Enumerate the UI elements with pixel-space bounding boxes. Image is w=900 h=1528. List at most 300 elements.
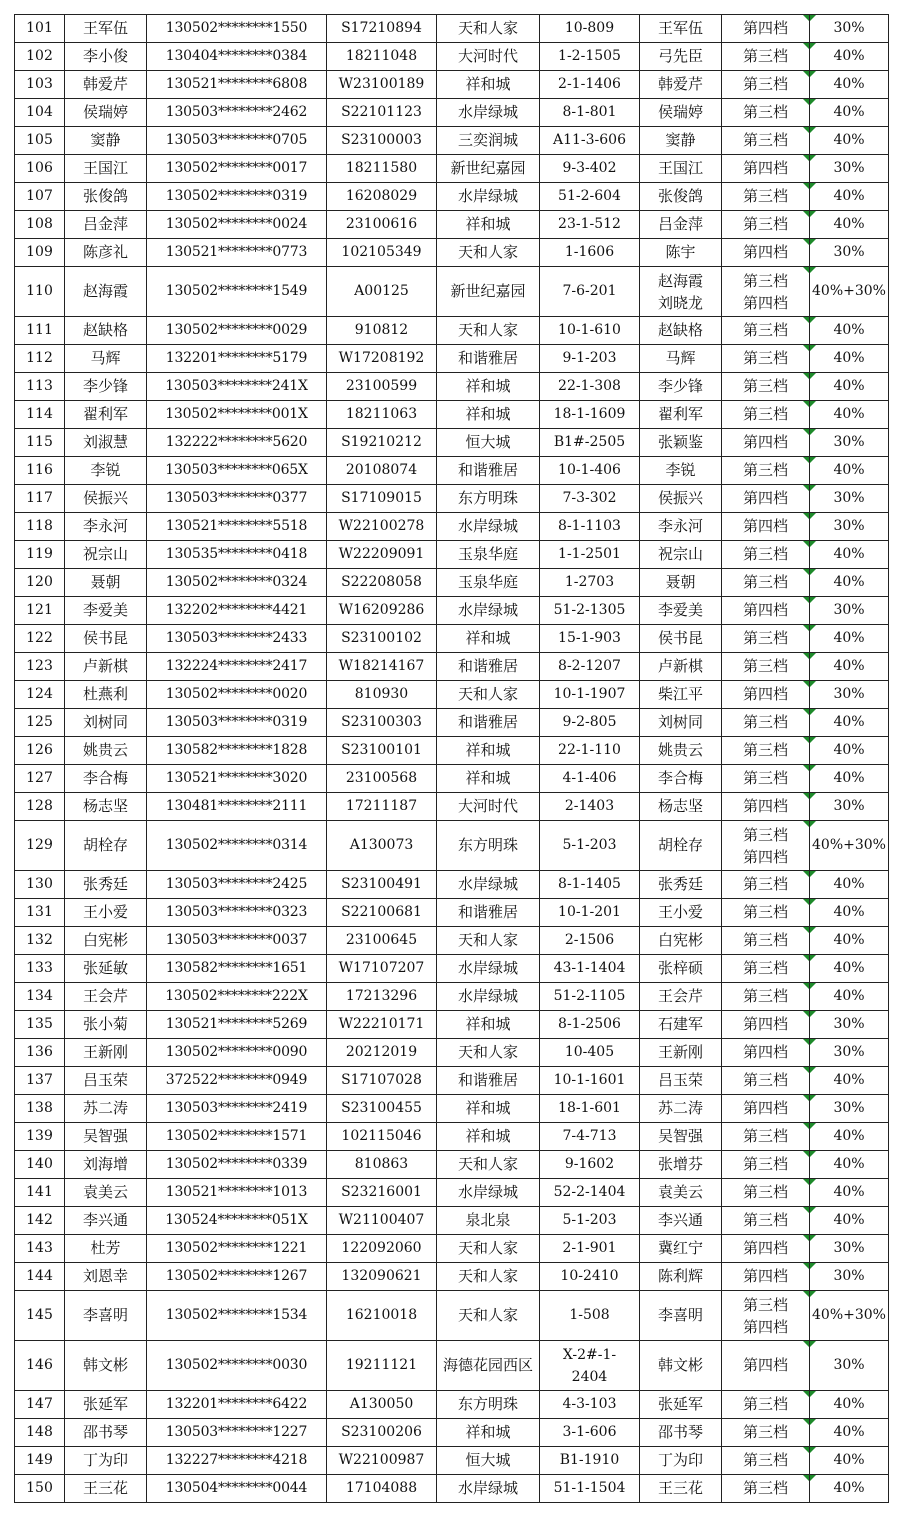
unit-number-cell: 1-1606	[540, 239, 640, 267]
id-number-cell: 130524********051X	[147, 1207, 327, 1235]
id-number-cell: 130521********0773	[147, 239, 327, 267]
contract-code-cell: S23100101	[327, 737, 437, 765]
tier-cell: 第四档	[722, 1095, 810, 1123]
tier-cell: 第三档	[722, 1419, 810, 1447]
table-row	[15, 737, 889, 765]
row-number-cell: 114	[15, 401, 65, 429]
row-number-cell: 145	[15, 1291, 65, 1341]
tier-cell: 第三档	[722, 373, 810, 401]
table-row	[15, 1151, 889, 1179]
unit-number-cell: 8-1-2506	[540, 1011, 640, 1039]
owner-name-cell: 韩爱芹	[640, 71, 722, 99]
applicant-name-cell: 杨志坚	[65, 793, 147, 821]
contract-code-cell: 810930	[327, 681, 437, 709]
owner-name-cell: 陈宇	[640, 239, 722, 267]
id-number-cell: 130502********1571	[147, 1123, 327, 1151]
id-number-cell: 132222********5620	[147, 429, 327, 457]
table-row	[15, 625, 889, 653]
community-cell: 三奕润城	[437, 127, 540, 155]
percentage-cell: 40%	[810, 1447, 889, 1475]
tier-cell: 第四档	[722, 155, 810, 183]
contract-code-cell: S23100102	[327, 625, 437, 653]
table-row	[15, 1419, 889, 1447]
community-cell: 水岸绿城	[437, 983, 540, 1011]
tier-cell: 第四档	[722, 485, 810, 513]
table-row	[15, 1235, 889, 1263]
applicant-name-cell: 侯振兴	[65, 485, 147, 513]
community-cell: 祥和城	[437, 71, 540, 99]
unit-number-cell: 9-1-203	[540, 345, 640, 373]
unit-number-cell: 22-1-308	[540, 373, 640, 401]
percentage-cell: 40%	[810, 1419, 889, 1447]
table-row	[15, 239, 889, 267]
community-cell: 大河时代	[437, 793, 540, 821]
unit-number-cell: 23-1-512	[540, 211, 640, 239]
tier-cell: 第三档	[722, 899, 810, 927]
applicant-name-cell: 李少锋	[65, 373, 147, 401]
row-number-cell: 103	[15, 71, 65, 99]
tier-cell: 第四档	[722, 1341, 810, 1391]
contract-code-cell: S23100455	[327, 1095, 437, 1123]
table-row	[15, 1207, 889, 1235]
id-number-cell: 130502********0017	[147, 155, 327, 183]
tier-cell: 第三档	[722, 401, 810, 429]
contract-code-cell: W21100407	[327, 1207, 437, 1235]
applicant-name-cell: 李喜明	[65, 1291, 147, 1341]
id-number-cell: 130503********0037	[147, 927, 327, 955]
owner-name-cell: 王新刚	[640, 1039, 722, 1067]
id-number-cell: 130503********0705	[147, 127, 327, 155]
unit-number-cell: 8-1-801	[540, 99, 640, 127]
row-number-cell: 111	[15, 317, 65, 345]
tier-cell: 第三档	[722, 569, 810, 597]
id-number-cell: 130521********1013	[147, 1179, 327, 1207]
applicant-name-cell: 邵书琴	[65, 1419, 147, 1447]
row-number-cell: 109	[15, 239, 65, 267]
tier-cell: 第四档	[722, 1235, 810, 1263]
table-row	[15, 871, 889, 899]
applicant-name-cell: 卢新棋	[65, 653, 147, 681]
id-number-cell: 130502********001X	[147, 401, 327, 429]
id-number-cell: 130502********0024	[147, 211, 327, 239]
percentage-cell: 40%	[810, 983, 889, 1011]
tier-cell: 第三档	[722, 871, 810, 899]
owner-name-cell: 张秀廷	[640, 871, 722, 899]
table-row	[15, 597, 889, 625]
tier-cell: 第三档	[722, 1475, 810, 1503]
row-number-cell: 119	[15, 541, 65, 569]
tier-cell: 第四档	[722, 681, 810, 709]
row-number-cell: 120	[15, 569, 65, 597]
community-cell: 祥和城	[437, 1419, 540, 1447]
community-cell: 祥和城	[437, 625, 540, 653]
percentage-cell: 40%	[810, 1475, 889, 1503]
percentage-cell: 40%	[810, 765, 889, 793]
row-number-cell: 128	[15, 793, 65, 821]
owner-name-cell: 石建军	[640, 1011, 722, 1039]
contract-code-cell: 19211121	[327, 1341, 437, 1391]
table-row	[15, 15, 889, 43]
row-number-cell: 133	[15, 955, 65, 983]
percentage-cell: 40%	[810, 871, 889, 899]
tier-cell: 第四档	[722, 15, 810, 43]
tier-cell: 第四档	[722, 513, 810, 541]
community-cell: 水岸绿城	[437, 1179, 540, 1207]
row-number-cell: 135	[15, 1011, 65, 1039]
community-cell: 玉泉华庭	[437, 541, 540, 569]
percentage-cell: 30%	[810, 597, 889, 625]
owner-name-cell: 韩文彬	[640, 1341, 722, 1391]
community-cell: 东方明珠	[437, 485, 540, 513]
owner-name-cell: 吕金萍	[640, 211, 722, 239]
owner-name-cell: 杨志坚	[640, 793, 722, 821]
tier-cell: 第四档	[722, 1011, 810, 1039]
owner-name-cell: 侯振兴	[640, 485, 722, 513]
id-number-cell: 130521********5269	[147, 1011, 327, 1039]
id-number-cell: 130502********0020	[147, 681, 327, 709]
percentage-cell: 40%	[810, 1123, 889, 1151]
community-cell: 恒大城	[437, 429, 540, 457]
table-row	[15, 401, 889, 429]
applicant-name-cell: 侯书昆	[65, 625, 147, 653]
row-number-cell: 125	[15, 709, 65, 737]
id-number-cell: 130503********0377	[147, 485, 327, 513]
contract-code-cell: S23100303	[327, 709, 437, 737]
row-number-cell: 127	[15, 765, 65, 793]
percentage-cell: 40%	[810, 345, 889, 373]
owner-name-cell: 冀红宁	[640, 1235, 722, 1263]
unit-number-cell: 5-1-203	[540, 821, 640, 871]
percentage-cell: 40%+30%	[810, 821, 889, 871]
unit-number-cell: 18-1-601	[540, 1095, 640, 1123]
percentage-cell: 40%	[810, 1391, 889, 1419]
row-number-cell: 106	[15, 155, 65, 183]
row-number-cell: 104	[15, 99, 65, 127]
id-number-cell: 132227********4218	[147, 1447, 327, 1475]
community-cell: 玉泉华庭	[437, 569, 540, 597]
tier-cell: 第三档	[722, 1179, 810, 1207]
row-number-cell: 113	[15, 373, 65, 401]
community-cell: 天和人家	[437, 239, 540, 267]
table-body	[15, 15, 889, 1503]
percentage-cell: 40%	[810, 373, 889, 401]
applicant-name-cell: 苏二涛	[65, 1095, 147, 1123]
unit-number-cell: 7-4-713	[540, 1123, 640, 1151]
table-row	[15, 1039, 889, 1067]
contract-code-cell: 23100645	[327, 927, 437, 955]
row-number-cell: 123	[15, 653, 65, 681]
applicant-name-cell: 韩爱芹	[65, 71, 147, 99]
community-cell: 东方明珠	[437, 821, 540, 871]
unit-number-cell: 7-6-201	[540, 267, 640, 317]
applicant-name-cell: 王新刚	[65, 1039, 147, 1067]
community-cell: 天和人家	[437, 1235, 540, 1263]
community-cell: 天和人家	[437, 1151, 540, 1179]
contract-code-cell: W16209286	[327, 597, 437, 625]
applicant-name-cell: 白宪彬	[65, 927, 147, 955]
id-number-cell: 130502********1549	[147, 267, 327, 317]
percentage-cell: 30%	[810, 15, 889, 43]
id-number-cell: 130503********065X	[147, 457, 327, 485]
row-number-cell: 124	[15, 681, 65, 709]
owner-name-cell: 祝宗山	[640, 541, 722, 569]
community-cell: 天和人家	[437, 317, 540, 345]
table-row	[15, 653, 889, 681]
table-row	[15, 211, 889, 239]
row-number-cell: 118	[15, 513, 65, 541]
contract-code-cell: 18211063	[327, 401, 437, 429]
contract-code-cell: S17109015	[327, 485, 437, 513]
contract-code-cell: 122092060	[327, 1235, 437, 1263]
tier-cell: 第三档	[722, 927, 810, 955]
row-number-cell: 115	[15, 429, 65, 457]
unit-number-cell: 9-1602	[540, 1151, 640, 1179]
applicant-name-cell: 翟利军	[65, 401, 147, 429]
contract-code-cell: A130050	[327, 1391, 437, 1419]
contract-code-cell: S17107028	[327, 1067, 437, 1095]
applicant-name-cell: 张延军	[65, 1391, 147, 1419]
row-number-cell: 105	[15, 127, 65, 155]
unit-number-cell: 2-1-1406	[540, 71, 640, 99]
tier-cell: 第三档 第四档	[722, 821, 810, 871]
owner-name-cell: 丁为印	[640, 1447, 722, 1475]
table-row	[15, 317, 889, 345]
unit-number-cell: 2-1-901	[540, 1235, 640, 1263]
contract-code-cell: 16210018	[327, 1291, 437, 1341]
community-cell: 泉北泉	[437, 1207, 540, 1235]
id-number-cell: 130504********0044	[147, 1475, 327, 1503]
unit-number-cell: 10-1-610	[540, 317, 640, 345]
owner-name-cell: 李锐	[640, 457, 722, 485]
unit-number-cell: 8-1-1405	[540, 871, 640, 899]
table-row	[15, 1067, 889, 1095]
contract-code-cell: W22209091	[327, 541, 437, 569]
owner-name-cell: 王三花	[640, 1475, 722, 1503]
contract-code-cell: 23100616	[327, 211, 437, 239]
owner-name-cell: 赵缺格	[640, 317, 722, 345]
id-number-cell: 130503********0323	[147, 899, 327, 927]
row-number-cell: 131	[15, 899, 65, 927]
applicant-name-cell: 李小俊	[65, 43, 147, 71]
table-row	[15, 183, 889, 211]
community-cell: 天和人家	[437, 681, 540, 709]
applicant-name-cell: 丁为印	[65, 1447, 147, 1475]
community-cell: 和谐雅居	[437, 1067, 540, 1095]
applicant-name-cell: 马辉	[65, 345, 147, 373]
percentage-cell: 30%	[810, 1011, 889, 1039]
contract-code-cell: W17107207	[327, 955, 437, 983]
community-cell: 天和人家	[437, 1039, 540, 1067]
owner-name-cell: 王小爱	[640, 899, 722, 927]
applicant-name-cell: 王三花	[65, 1475, 147, 1503]
row-number-cell: 117	[15, 485, 65, 513]
community-cell: 新世纪嘉园	[437, 155, 540, 183]
id-number-cell: 372522********0949	[147, 1067, 327, 1095]
row-number-cell: 142	[15, 1207, 65, 1235]
tier-cell: 第三档	[722, 183, 810, 211]
community-cell: 水岸绿城	[437, 183, 540, 211]
tier-cell: 第三档	[722, 765, 810, 793]
id-number-cell: 130481********2111	[147, 793, 327, 821]
owner-name-cell: 张俊鸽	[640, 183, 722, 211]
owner-name-cell: 白宪彬	[640, 927, 722, 955]
tier-cell: 第三档	[722, 541, 810, 569]
contract-code-cell: W22210171	[327, 1011, 437, 1039]
unit-number-cell: 52-2-1404	[540, 1179, 640, 1207]
community-cell: 水岸绿城	[437, 597, 540, 625]
applicant-name-cell: 李合梅	[65, 765, 147, 793]
unit-number-cell: B1-1910	[540, 1447, 640, 1475]
applicant-name-cell: 刘海增	[65, 1151, 147, 1179]
community-cell: 天和人家	[437, 15, 540, 43]
tier-cell: 第三档	[722, 71, 810, 99]
community-cell: 水岸绿城	[437, 99, 540, 127]
owner-name-cell: 张梓硕	[640, 955, 722, 983]
id-number-cell: 130521********3020	[147, 765, 327, 793]
community-cell: 恒大城	[437, 1447, 540, 1475]
owner-name-cell: 王国江	[640, 155, 722, 183]
tier-cell: 第三档	[722, 211, 810, 239]
tier-cell: 第三档 第四档	[722, 267, 810, 317]
percentage-cell: 40%	[810, 401, 889, 429]
owner-name-cell: 刘树同	[640, 709, 722, 737]
id-number-cell: 132201********5179	[147, 345, 327, 373]
tier-cell: 第三档	[722, 43, 810, 71]
row-number-cell: 149	[15, 1447, 65, 1475]
table-row	[15, 765, 889, 793]
percentage-cell: 30%	[810, 239, 889, 267]
tier-cell: 第四档	[722, 1039, 810, 1067]
row-number-cell: 129	[15, 821, 65, 871]
percentage-cell: 40%	[810, 1207, 889, 1235]
contract-code-cell: S23100206	[327, 1419, 437, 1447]
owner-name-cell: 张颖鉴	[640, 429, 722, 457]
table-row	[15, 155, 889, 183]
owner-name-cell: 李合梅	[640, 765, 722, 793]
id-number-cell: 130502********0339	[147, 1151, 327, 1179]
table-row	[15, 1011, 889, 1039]
unit-number-cell: B1#-2505	[540, 429, 640, 457]
row-number-cell: 139	[15, 1123, 65, 1151]
unit-number-cell: 1-2-1505	[540, 43, 640, 71]
unit-number-cell: A11-3-606	[540, 127, 640, 155]
unit-number-cell: 4-1-406	[540, 765, 640, 793]
row-number-cell: 122	[15, 625, 65, 653]
percentage-cell: 40%	[810, 43, 889, 71]
tier-cell: 第三档	[722, 653, 810, 681]
id-number-cell: 130502********0029	[147, 317, 327, 345]
percentage-cell: 40%	[810, 183, 889, 211]
contract-code-cell: S22101123	[327, 99, 437, 127]
community-cell: 和谐雅居	[437, 345, 540, 373]
percentage-cell: 40%	[810, 317, 889, 345]
applicant-name-cell: 祝宗山	[65, 541, 147, 569]
community-cell: 祥和城	[437, 401, 540, 429]
percentage-cell: 30%	[810, 1039, 889, 1067]
contract-code-cell: 18211048	[327, 43, 437, 71]
id-number-cell: 130503********1227	[147, 1419, 327, 1447]
id-number-cell: 130502********1550	[147, 15, 327, 43]
owner-name-cell: 李兴通	[640, 1207, 722, 1235]
contract-code-cell: 910812	[327, 317, 437, 345]
id-number-cell: 130503********2425	[147, 871, 327, 899]
table-row	[15, 569, 889, 597]
percentage-cell: 30%	[810, 155, 889, 183]
table-row	[15, 1291, 889, 1341]
row-number-cell: 130	[15, 871, 65, 899]
row-number-cell: 116	[15, 457, 65, 485]
applicant-name-cell: 侯瑞婷	[65, 99, 147, 127]
percentage-cell: 40%	[810, 653, 889, 681]
tier-cell: 第三档	[722, 1207, 810, 1235]
unit-number-cell: 1-2703	[540, 569, 640, 597]
community-cell: 和谐雅居	[437, 457, 540, 485]
unit-number-cell: 43-1-1404	[540, 955, 640, 983]
table-row	[15, 485, 889, 513]
applicant-name-cell: 袁美云	[65, 1179, 147, 1207]
percentage-cell: 30%	[810, 681, 889, 709]
row-number-cell: 107	[15, 183, 65, 211]
row-number-cell: 137	[15, 1067, 65, 1095]
unit-number-cell: 9-3-402	[540, 155, 640, 183]
row-number-cell: 146	[15, 1341, 65, 1391]
contract-code-cell: S23100491	[327, 871, 437, 899]
community-cell: 大河时代	[437, 43, 540, 71]
unit-number-cell: 51-2-1305	[540, 597, 640, 625]
id-number-cell: 130582********1828	[147, 737, 327, 765]
contract-code-cell: 20212019	[327, 1039, 437, 1067]
contract-code-cell: S23100003	[327, 127, 437, 155]
id-number-cell: 130502********1534	[147, 1291, 327, 1341]
owner-name-cell: 李少锋	[640, 373, 722, 401]
table-row	[15, 983, 889, 1011]
contract-code-cell: S23216001	[327, 1179, 437, 1207]
table-row	[15, 927, 889, 955]
unit-number-cell: 10-405	[540, 1039, 640, 1067]
id-number-cell: 130521********6808	[147, 71, 327, 99]
row-number-cell: 140	[15, 1151, 65, 1179]
percentage-cell: 40%	[810, 211, 889, 239]
owner-name-cell: 李永河	[640, 513, 722, 541]
contract-code-cell: S19210212	[327, 429, 437, 457]
unit-number-cell: 2-1403	[540, 793, 640, 821]
owner-name-cell: 侯书昆	[640, 625, 722, 653]
owner-name-cell: 窦静	[640, 127, 722, 155]
contract-code-cell: 102115046	[327, 1123, 437, 1151]
unit-number-cell: 1-1-2501	[540, 541, 640, 569]
owner-name-cell: 李爱美	[640, 597, 722, 625]
applicant-name-cell: 吴智强	[65, 1123, 147, 1151]
contract-code-cell: S22208058	[327, 569, 437, 597]
table-row	[15, 1095, 889, 1123]
contract-code-cell: 810863	[327, 1151, 437, 1179]
row-number-cell: 134	[15, 983, 65, 1011]
percentage-cell: 40%+30%	[810, 1291, 889, 1341]
unit-number-cell: 51-2-1105	[540, 983, 640, 1011]
contract-code-cell: W22100987	[327, 1447, 437, 1475]
owner-name-cell: 王会芹	[640, 983, 722, 1011]
tier-cell: 第四档	[722, 793, 810, 821]
table-row	[15, 345, 889, 373]
community-cell: 祥和城	[437, 1123, 540, 1151]
community-cell: 海德花园西区	[437, 1341, 540, 1391]
tier-cell: 第三档	[722, 1151, 810, 1179]
row-number-cell: 141	[15, 1179, 65, 1207]
table-row	[15, 373, 889, 401]
tier-cell: 第三档	[722, 99, 810, 127]
tier-cell: 第三档	[722, 1447, 810, 1475]
applicant-name-cell: 张俊鸽	[65, 183, 147, 211]
